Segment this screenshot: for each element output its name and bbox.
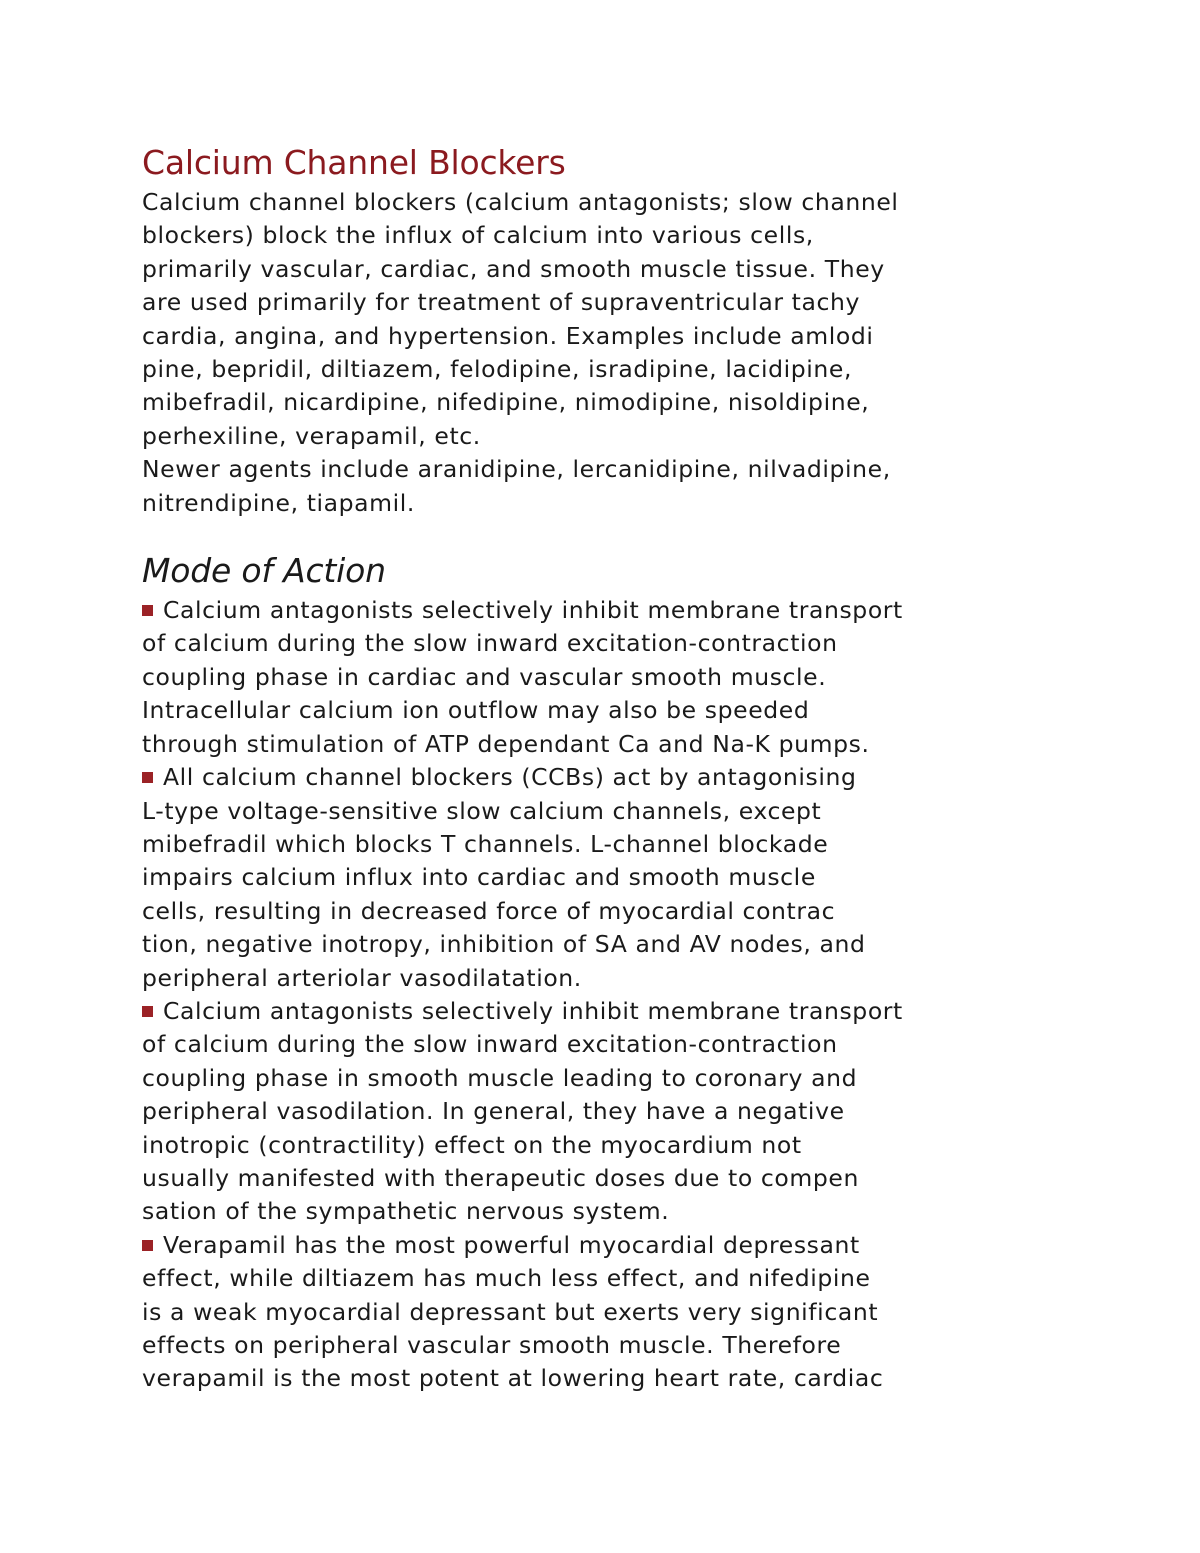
- bullet-item-line: [142, 1262, 1042, 1295]
- line-text: is a weak myocardial depressant but exerts very significant: [142, 1297, 879, 1326]
- bullet-item-line: [142, 1362, 1042, 1395]
- bullet-item-line: [142, 928, 1042, 961]
- bullet-item-line: [142, 828, 1042, 861]
- bullet-item-line: [142, 728, 1042, 761]
- line-text: mibefradil which blocks T channels. L-channel blockade: [142, 829, 829, 858]
- line-text: through stimulation of ATP dependant Ca and Na-K pumps.: [142, 729, 870, 758]
- line-text: Intracellular calcium ion outflow may also be speeded: [142, 696, 810, 725]
- line-text: coupling phase in smooth muscle leading to coronary and: [142, 1063, 858, 1092]
- bullet-item-line: [142, 1062, 1042, 1095]
- bullet-item-line: [142, 895, 1042, 928]
- line-text: verapamil is the most potent at lowering heart rate, cardiac: [142, 1364, 884, 1393]
- document-page: [142, 140, 1042, 1396]
- line-text: Verapamil has the most powerful myocardial depressant: [163, 1230, 860, 1259]
- bullet-item-line: [142, 1162, 1042, 1195]
- bullet-item-start: [142, 1229, 1042, 1262]
- line-text: inotropic (contractility) effect on the myocardium not: [142, 1130, 802, 1159]
- bullet-item-start: [142, 761, 1042, 794]
- intro-paragraph: [142, 186, 1042, 520]
- bullet-item-start: [142, 594, 1042, 627]
- intro-line: blockers) block the influx of calcium into various cells,: [142, 221, 814, 250]
- line-text: Calcium antagonists selectively inhibit membrane transport: [163, 596, 903, 625]
- intro-line: perhexiline, verapamil, etc.: [142, 421, 481, 450]
- mode-of-action-list: [142, 594, 1042, 1396]
- line-text: usually manifested with therapeutic doses due to compen: [142, 1163, 859, 1192]
- bullet-item-line: [142, 1028, 1042, 1061]
- square-bullet-icon: [142, 772, 153, 783]
- bullet-item-line: [142, 1095, 1042, 1128]
- intro-line: mibefradil, nicardipine, nifedipine, nimodipine, nisoldipine,: [142, 388, 870, 417]
- intro-line: are used primarily for treatment of supraventricular tachy: [142, 288, 861, 317]
- line-text: sation of the sympathetic nervous system.: [142, 1197, 670, 1226]
- line-text: effect, while diltiazem has much less effect, and nifedipine: [142, 1264, 871, 1293]
- line-text: coupling phase in cardiac and vascular smooth muscle.: [142, 662, 827, 691]
- line-text: of calcium during the slow inward excitation-contraction: [142, 629, 838, 658]
- intro-line: pine, bepridil, diltiazem, felodipine, isradipine, lacidipine,: [142, 355, 853, 384]
- bullet-item-line: [142, 1195, 1042, 1228]
- square-bullet-icon: [142, 1240, 153, 1251]
- bullet-item-line: [142, 627, 1042, 660]
- bullet-item-line: [142, 661, 1042, 694]
- intro-line: primarily vascular, cardiac, and smooth muscle tissue. They: [142, 254, 885, 283]
- bullet-item-line: [142, 861, 1042, 894]
- intro-line: nitrendipine, tiapamil.: [142, 488, 415, 517]
- line-text: tion, negative inotropy, inhibition of SA and AV nodes, and: [142, 930, 866, 959]
- bullet-item-line: [142, 694, 1042, 727]
- page-title: Calcium Channel Blockers: [142, 143, 566, 182]
- bullet-item-line: [142, 795, 1042, 828]
- bullet-item-line: [142, 1129, 1042, 1162]
- intro-line: Calcium channel blockers (calcium antagonists; slow channel: [142, 188, 899, 216]
- section-heading: Mode of Action: [142, 551, 386, 591]
- line-text: All calcium channel blockers (CCBs) act by antagonising: [163, 763, 857, 792]
- line-text: cells, resulting in decreased force of myocardial contrac: [142, 896, 836, 925]
- line-text: impairs calcium influx into cardiac and smooth muscle: [142, 863, 816, 892]
- line-text: Calcium antagonists selectively inhibit membrane transport: [163, 996, 903, 1025]
- square-bullet-icon: [142, 605, 153, 616]
- intro-line: cardia, angina, and hypertension. Examples include amlodi: [142, 321, 874, 350]
- line-text: L-type voltage-sensitive slow calcium channels, except: [142, 796, 822, 825]
- line-text: peripheral vasodilation. In general, they have a negative: [142, 1097, 845, 1126]
- square-bullet-icon: [142, 1006, 153, 1017]
- line-text: of calcium during the slow inward excitation-contraction: [142, 1030, 838, 1059]
- bullet-item-line: [142, 1329, 1042, 1362]
- bullet-item-line: [142, 962, 1042, 995]
- line-text: peripheral arteriolar vasodilatation.: [142, 963, 582, 992]
- bullet-item-start: [142, 995, 1042, 1028]
- intro-line: Newer agents include aranidipine, lercanidipine, nilvadipine,: [142, 455, 891, 484]
- bullet-item-line: [142, 1296, 1042, 1329]
- line-text: effects on peripheral vascular smooth muscle. Therefore: [142, 1331, 842, 1359]
